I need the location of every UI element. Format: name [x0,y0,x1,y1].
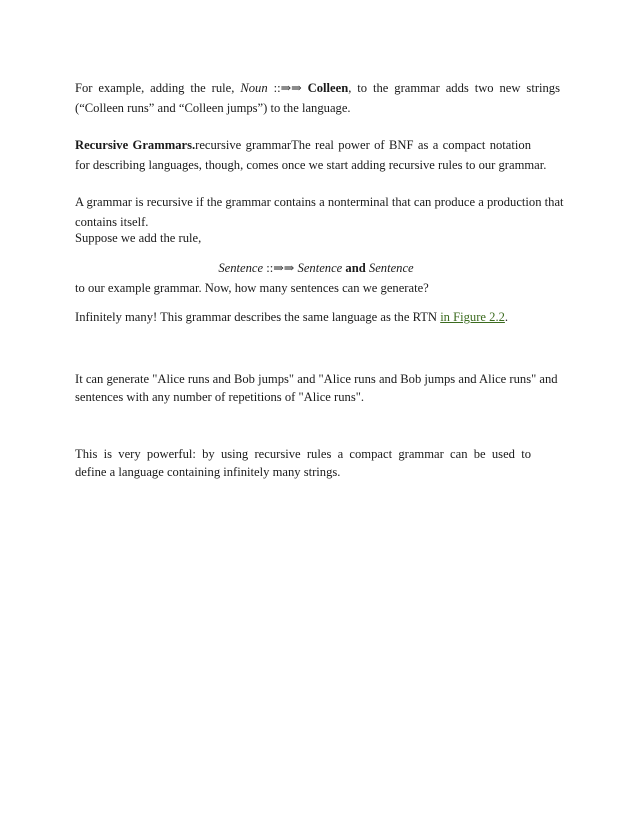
figure-link[interactable]: in Figure 2.2 [440,310,505,324]
para1-noun: Noun [240,81,268,95]
para5-post: . [504,310,509,324]
para5-line1 [75,309,508,325]
rule-rhs1: Sentence [297,261,343,275]
grammar-rule-inner [218,260,413,276]
para1-line2: (“Colleen runs” and “Colleen jumps”) to the language. [75,101,351,115]
para1-operator: ::⇒⇒ [273,81,302,95]
para7-line2: define a language containing infinitely many strings. [75,465,341,479]
para6-line2: sentences with any number of repetitions of "Alice runs". [75,390,365,404]
para7-line1: This is very powerful: by using recursive rules a compact grammar can be used to [75,447,531,461]
para4-line1: to our example grammar. Now, how many sentences can we generate? [75,281,429,295]
para1-colleen: Colleen [307,81,349,95]
grammar-rule [0,260,638,276]
rule-and: and [345,261,366,275]
rule-lhs: Sentence [218,261,264,275]
para1-pre: For example, adding the rule, [75,81,235,95]
para1-post: , to the grammar adds two new strings [348,81,561,95]
para3-line1: A grammar is recursive if the grammar contains a nonterminal that can produce a production that [75,195,564,209]
para2-line1-rest: recursive grammarThe real power of BNF as a compact notation [195,138,531,152]
para2-heading: Recursive Grammars. [75,138,196,152]
para2-line1 [75,137,531,153]
rule-operator: ::⇒⇒ [266,261,295,275]
para5-pre: Infinitely many! This grammar describes the same language as the RTN [75,310,438,324]
para6-line1: It can generate "Alice runs and Bob jumps" and "Alice runs and Bob jumps and Alice runs" and [75,372,558,386]
para3-line3: Suppose we add the rule, [75,231,202,245]
para1-line1 [75,80,560,96]
rule-rhs2: Sentence [368,261,414,275]
para3-line2: contains itself. [75,215,149,229]
para2-line2: for describing languages, though, comes once we start adding recursive rules to our grammar. [75,158,547,172]
